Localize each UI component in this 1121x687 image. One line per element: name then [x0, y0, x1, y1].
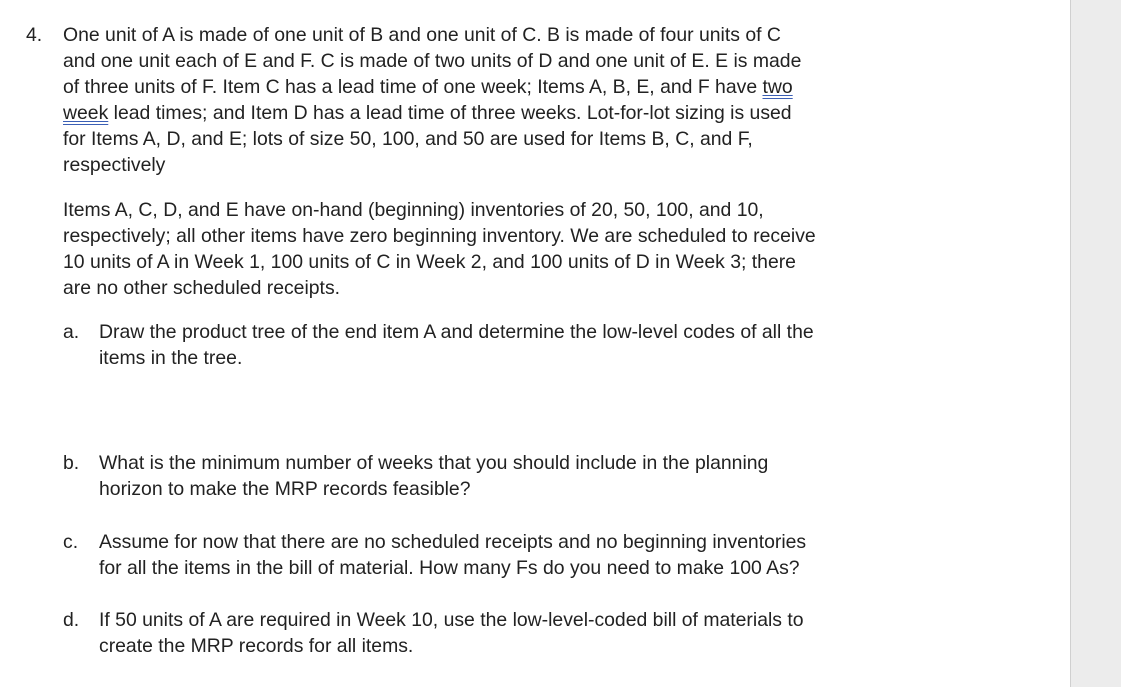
intro-line: for Items A, D, and E; lots of size 50, 100, and 50 are used for Items B, C, and F, — [63, 128, 753, 150]
intro-line: respectively — [63, 154, 166, 176]
intro-line — [63, 100, 801, 126]
part-line: Assume for now that there are no scheduled receipts and no beginning inventories — [99, 531, 807, 553]
part-d-text — [99, 607, 804, 659]
part-c-letter: c. — [63, 531, 79, 553]
question-number: 4. — [26, 24, 43, 46]
part-line: If 50 units of A are required in Week 10, use the low-level-coded bill of materials to — [99, 609, 804, 631]
part-b-text — [99, 450, 768, 502]
inventory-line: respectively; all other items have zero beginning inventory. We are scheduled to receive — [63, 225, 816, 247]
intro-line: and one unit each of E and F. C is made of two units of D and one unit of E. E is made — [63, 50, 802, 72]
intro-line-text: of three units of F. Item C has a lead time of one week; Items A, B, E, and F have — [63, 76, 763, 98]
intro-line — [63, 74, 801, 100]
underlined-word-week: week — [63, 102, 109, 124]
inventory-line: are no other scheduled receipts. — [63, 277, 341, 299]
part-a-text — [99, 319, 814, 371]
part-line: create the MRP records for all items. — [99, 635, 414, 657]
intro-line: One unit of A is made of one unit of B and one unit of C. B is made of four units of C — [63, 24, 781, 46]
part-line: horizon to make the MRP records feasible? — [99, 478, 471, 500]
underlined-word-two: two — [762, 76, 793, 98]
right-margin-panel — [1070, 0, 1121, 687]
inventory-paragraph — [63, 197, 816, 301]
part-line: items in the tree. — [99, 347, 243, 369]
part-line: for all the items in the bill of material. How many Fs do you need to make 100 As? — [99, 557, 800, 579]
inventory-line: Items A, C, D, and E have on-hand (beginning) inventories of 20, 50, 100, and 10, — [63, 199, 764, 221]
part-a-letter: a. — [63, 321, 80, 343]
inventory-line: 10 units of A in Week 1, 100 units of C in Week 2, and 100 units of D in Week 3; there — [63, 251, 796, 273]
part-c-text — [99, 529, 806, 581]
part-line: Draw the product tree of the end item A and determine the low-level codes of all the — [99, 321, 814, 343]
part-d-letter: d. — [63, 609, 80, 631]
part-line: What is the minimum number of weeks that you should include in the planning — [99, 452, 769, 474]
part-b-letter: b. — [63, 452, 80, 474]
intro-line-text: lead times; and Item D has a lead time of three weeks. Lot-for-lot sizing is used — [108, 102, 792, 124]
intro-paragraph — [63, 22, 801, 178]
